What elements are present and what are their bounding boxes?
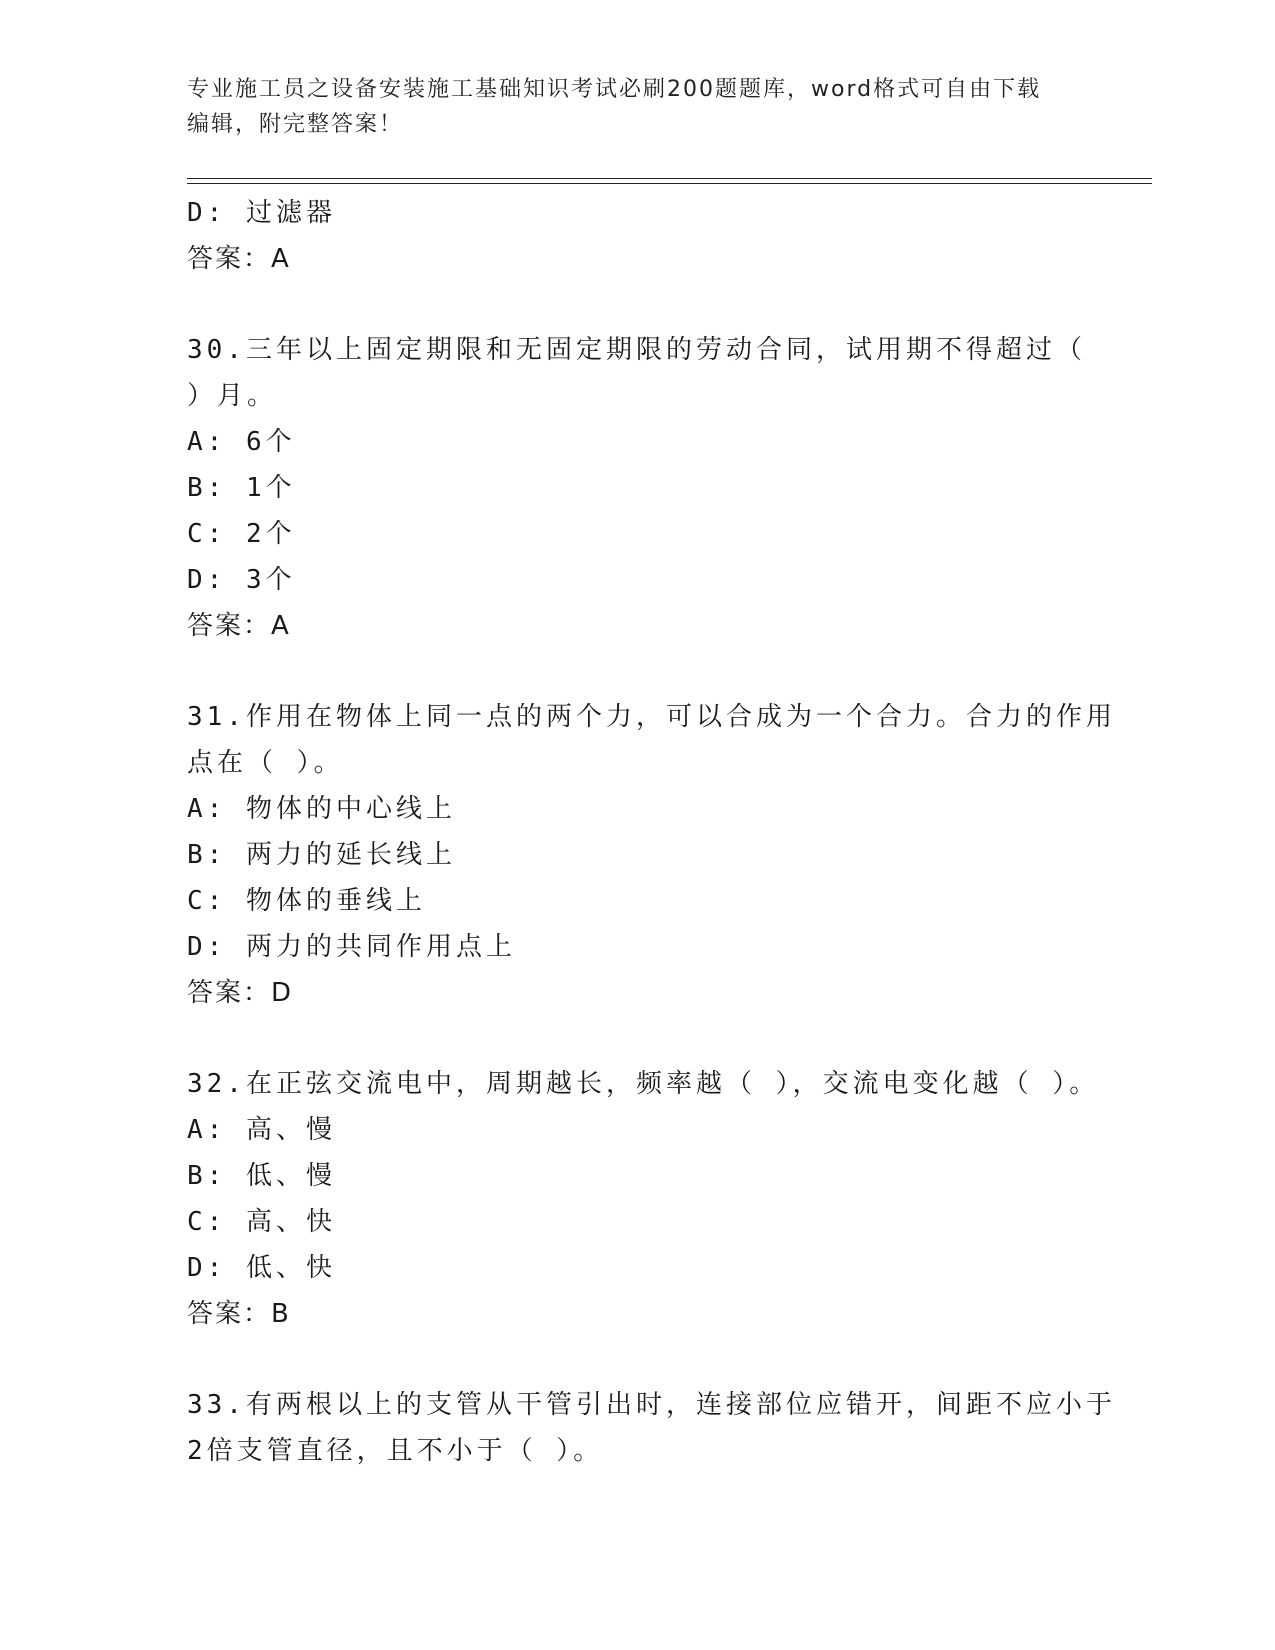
answer: 答案：A xyxy=(187,244,291,274)
option-b: B: 1个 xyxy=(187,473,296,503)
option-a: A: 物体的中心线上 xyxy=(187,794,456,824)
option-d: D: 3个 xyxy=(187,565,296,595)
option-b: B: 低、慢 xyxy=(187,1161,336,1191)
option-c: C: 2个 xyxy=(187,519,296,549)
option-d: D: 低、快 xyxy=(187,1253,336,1283)
header-line-1: 专业施工员之设备安装施工基础知识考试必刷200题题库，word格式可自由下载 xyxy=(187,77,1042,102)
answer: 答案：B xyxy=(187,1299,291,1329)
question-33 xyxy=(187,1382,1116,1474)
question-stem: ）月。 xyxy=(187,381,278,411)
question-stem: 点在（ ）。 xyxy=(187,748,344,778)
option-d: D: 过滤器 xyxy=(187,198,336,228)
question-29-tail xyxy=(187,190,1087,282)
question-stem: 30.三年以上固定期限和无固定期限的劳动合同，试用期不得超过（ xyxy=(187,335,1086,365)
option-b: B: 两力的延长线上 xyxy=(187,840,456,870)
document-header xyxy=(187,72,1077,142)
question-31 xyxy=(187,694,1116,1016)
option-c: C: 高、快 xyxy=(187,1207,336,1237)
answer: 答案：D xyxy=(187,978,294,1008)
question-stem: 32.在正弦交流电中，周期越长，频率越（ ），交流电变化越（ ）。 xyxy=(187,1069,1100,1099)
question-stem: 31.作用在物体上同一点的两个力，可以合成为一个合力。合力的作用 xyxy=(187,702,1116,732)
question-stem: 2倍支管直径，且不小于（ ）。 xyxy=(187,1436,604,1466)
option-d: D: 两力的共同作用点上 xyxy=(187,932,516,962)
header-divider-top xyxy=(187,178,1152,179)
question-30 xyxy=(187,327,1087,649)
header-divider-bottom xyxy=(187,183,1152,184)
question-stem: 33.有两根以上的支管从干管引出时，连接部位应错开，间距不应小于 xyxy=(187,1390,1116,1420)
question-list xyxy=(187,190,1116,1474)
option-c: C: 物体的垂线上 xyxy=(187,886,426,916)
option-a: A: 高、慢 xyxy=(187,1115,336,1145)
option-a: A: 6个 xyxy=(187,427,296,457)
question-32 xyxy=(187,1061,1100,1337)
header-line-2: 编辑，附完整答案！ xyxy=(187,112,404,137)
answer: 答案：A xyxy=(187,611,291,641)
